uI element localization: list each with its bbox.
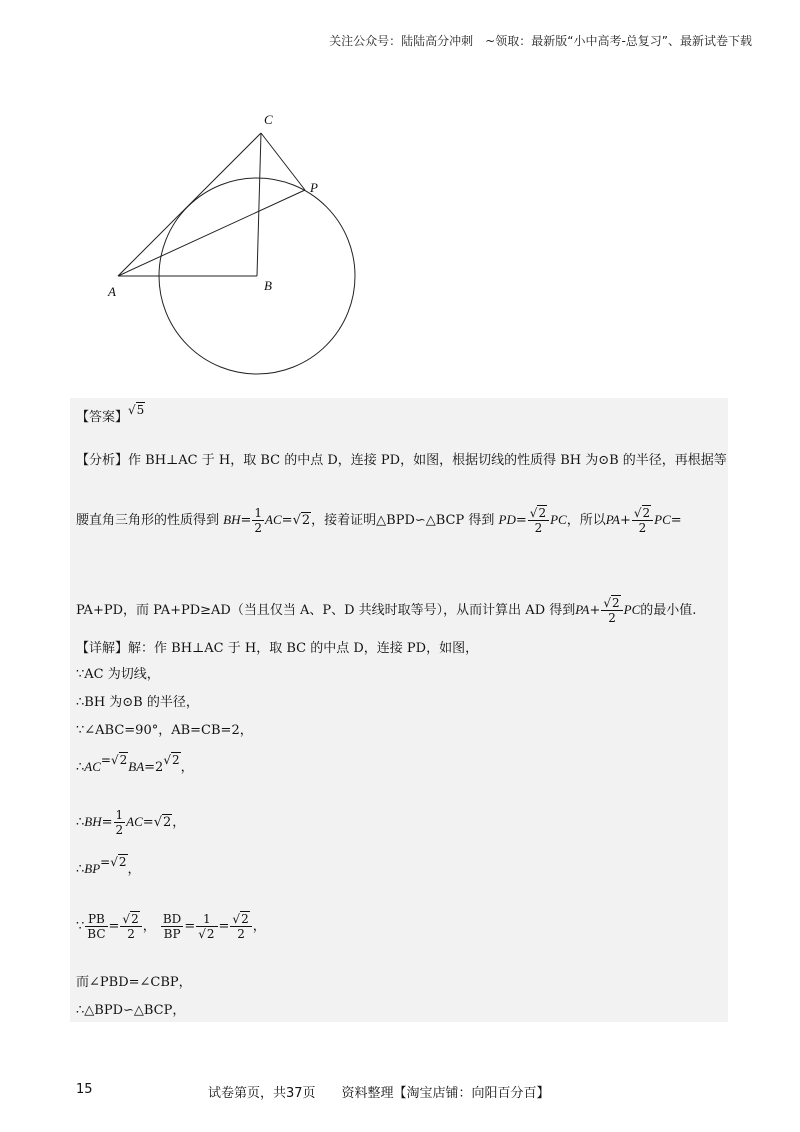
detail-line-5: ∴BH= $\frac{1}{2}$ AC=√2， bbox=[76, 808, 186, 837]
analysis-label: 【分析】 bbox=[76, 453, 129, 468]
geometry-figure bbox=[100, 108, 370, 388]
answer-line bbox=[76, 403, 145, 427]
label-b: B bbox=[264, 278, 272, 293]
detail-line-4: ∴AC=√2BA=2√2， bbox=[76, 753, 194, 775]
detail-line-1: ∵AC 为切线， bbox=[76, 667, 160, 682]
detail-line-10: ∴△BPD∽△BCP， bbox=[76, 1003, 186, 1018]
segment-ac bbox=[118, 133, 261, 276]
analysis-line-1 bbox=[76, 452, 727, 470]
detail-label: 【详解】 bbox=[76, 641, 129, 656]
detail-line-7: ∵ $\frac{PB}{BC}$ = $\frac{√2}{2}$ ， $\frac{BD}{BP}$ = $\frac{1}{√2}$ = $\frac{√2}{2}$ ， bbox=[76, 912, 266, 941]
answer-value: √5 bbox=[128, 403, 145, 417]
label-a: A bbox=[108, 284, 116, 299]
detail-line-0: 【详解】解：作 BH⊥AC 于 H，取 BC 的中点 D，连接 PD，如图， bbox=[76, 641, 479, 656]
detail-line-3: ∵∠ABC=90°，AB=CB=2， bbox=[76, 723, 253, 738]
segment-ap bbox=[118, 190, 305, 276]
analysis-text-1: 作 BH⊥AC 于 H，取 BC 的中点 D，连接 PD，如图，根据切线的性质得 BH 为⊙B 的半径，再根据等 bbox=[128, 453, 727, 468]
analysis-line-3: PA+PD，而 PA+PD≥AD（当且仅当 A、P、D 共线时取等号），从而计算出 AD 得到PA+ $\frac{√2}{2}$ PC的最小值. bbox=[76, 596, 697, 625]
solution-box bbox=[70, 398, 728, 1022]
detail-line-2: ∴BH 为⊙B 的半径， bbox=[76, 695, 199, 710]
label-p: P bbox=[310, 180, 318, 195]
footer-text: 试卷第页，共37页 资料整理【淘宝店铺：向阳百分百】 bbox=[208, 1086, 550, 1101]
label-c: C bbox=[264, 112, 273, 127]
analysis-line-2: 腰直角三角形的性质得到 BH= $\frac{1}{2}$ AC=√2，接着证明△BPD∽△BCP 得到 PD= $\frac{√2}{2}$ PC，所以PA+ $\frac{√2}{2}$ PC= bbox=[76, 506, 682, 535]
detail-line-9: 而∠PBD=∠CBP， bbox=[76, 975, 192, 990]
page-header: 关注公众号：陆陆高分冲刺 ~领取：最新版“小中高考-总复习”、最新试卷下载 bbox=[329, 34, 752, 48]
segment-bc bbox=[257, 133, 261, 276]
page-footer bbox=[0, 1082, 800, 1102]
page-number: 15 bbox=[76, 1082, 93, 1097]
detail-line-6: ∴BP=√2， bbox=[76, 855, 141, 877]
answer-label: 【答案】 bbox=[76, 410, 129, 425]
